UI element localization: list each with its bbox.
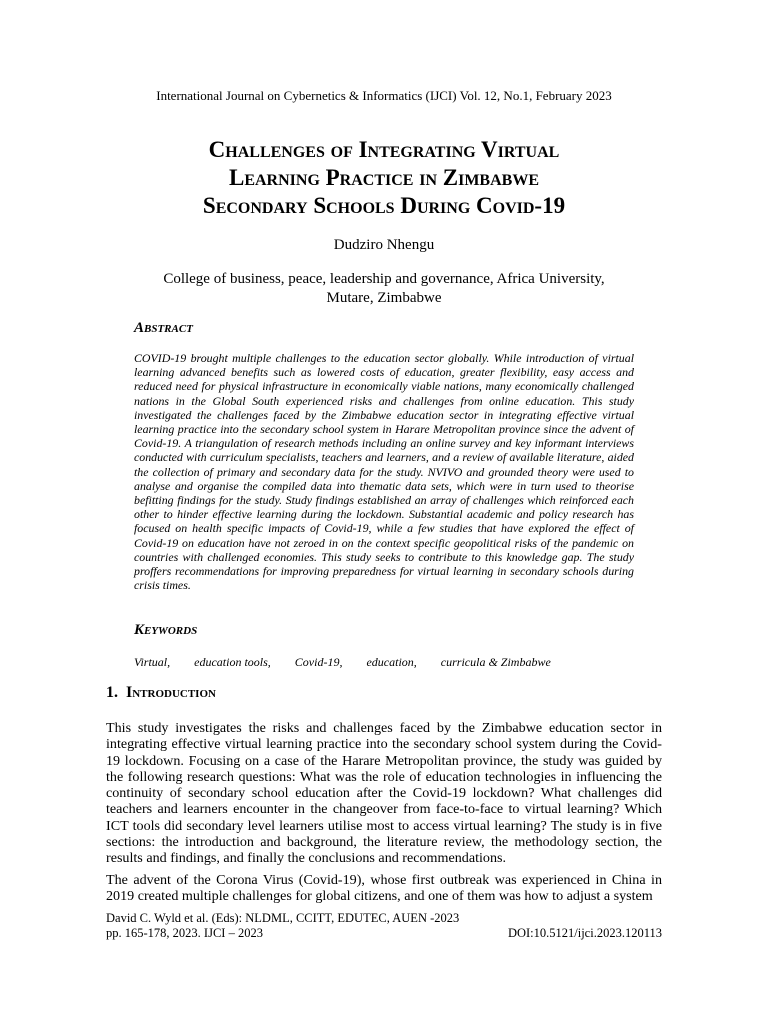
keyword: curricula & Zimbabwe: [440, 655, 551, 669]
footer-pages: pp. 165-178, 2023. IJCI – 2023: [106, 926, 263, 940]
keywords-heading: Keywords: [134, 622, 198, 638]
footer-editors: David C. Wyld et al. (Eds): NLDML, CCITT, EDUTEC, AUEN -2023: [106, 911, 460, 925]
affiliation-line: Mutare, Zimbabwe: [326, 290, 442, 306]
affiliation: [0, 270, 768, 308]
keyword: Covid-19,: [294, 655, 343, 669]
title-line: Learning Practice in Zimbabwe: [228, 165, 539, 190]
abstract-heading: Abstract: [134, 320, 193, 336]
paper-title: [0, 136, 768, 220]
section-number: 1.: [106, 684, 118, 701]
affiliation-line: College of business, peace, leadership and governance, Africa University,: [163, 271, 605, 287]
body-paragraph: This study investigates the risks and challenges faced by the Zimbabwe education sector in integrating effective virtual learning practice into the secondary school system during the Covid-19 lockdown. Focusing on a case of the Harare Metropolitan province, the study was guided by the following research questions: What was the role of education technologies in influencing the continuity of secondary school education after the Covid-19 lockdown? What challenges did teachers and learners encounter in the changeover from face-to-face to virtual learning? Which ICT tools did secondary level learners utilise most to access virtual learning? The study is in five sections: the introduction and background, the literature review, the methodology section, the results and findings, and finally the conclusions and recommendations.: [106, 720, 662, 867]
body-paragraph: The advent of the Corona Virus (Covid-19), whose first outbreak was experienced in China in 2019 created multiple challenges for global citizens, and one of them was how to adjust a system: [106, 872, 662, 905]
title-line: Secondary Schools During Covid-19: [202, 193, 566, 218]
abstract-text: COVID-19 brought multiple challenges to the education sector globally. While introduction of virtual learning advanced benefits such as lowered costs of education, greater flexibility, easy access and reduced need for physical infrastructure in economically viable nations, many economically challenged nations in the Global South experienced risks and challenges from online education. This study investigated the challenges faced by the Zimbabwe education sector in integrating effective virtual learning practice into the secondary school system in Harare Metropolitan province since the advent of Covid-19. A triangulation of research methods including an online survey and key informant interviews conducted with curriculum specialists, teachers and learners, and a review of available literature, aided the collection of primary and secondary data for the study. NVIVO and grounded theory were used to analyse and organise the compiled data into thematic data sets, which were in turn used to theorise befitting findings for the study. Study findings established an array of challenges which reinforced each other to hinder effective learning during the lockdown. Substantial academic and policy research has focused on health specific impacts of Covid-19, while a few studies that have explored the effect of Covid-19 on education have not zeroed in on the context specific geopolitical risks of the pandemic on countries with challenged economies. This study seeks to contribute to this knowledge gap. The study proffers recommendations for improving preparedness for virtual learning in secondary schools during crisis times.: [134, 351, 634, 593]
keyword: education,: [366, 655, 417, 669]
section-heading-introduction: [106, 684, 216, 702]
title-line: Challenges of Integrating Virtual: [208, 137, 560, 162]
section-title: Introduction: [126, 684, 216, 701]
author-name: Dudziro Nhengu: [333, 237, 435, 253]
keywords-list: [134, 655, 572, 670]
footer-doi: DOI:10.5121/ijci.2023.120113: [507, 926, 662, 940]
keyword: education tools,: [194, 655, 271, 669]
journal-header: International Journal on Cybernetics & Informatics (IJCI) Vol. 12, No.1, February 2023: [156, 88, 612, 103]
keyword: Virtual,: [134, 655, 171, 669]
